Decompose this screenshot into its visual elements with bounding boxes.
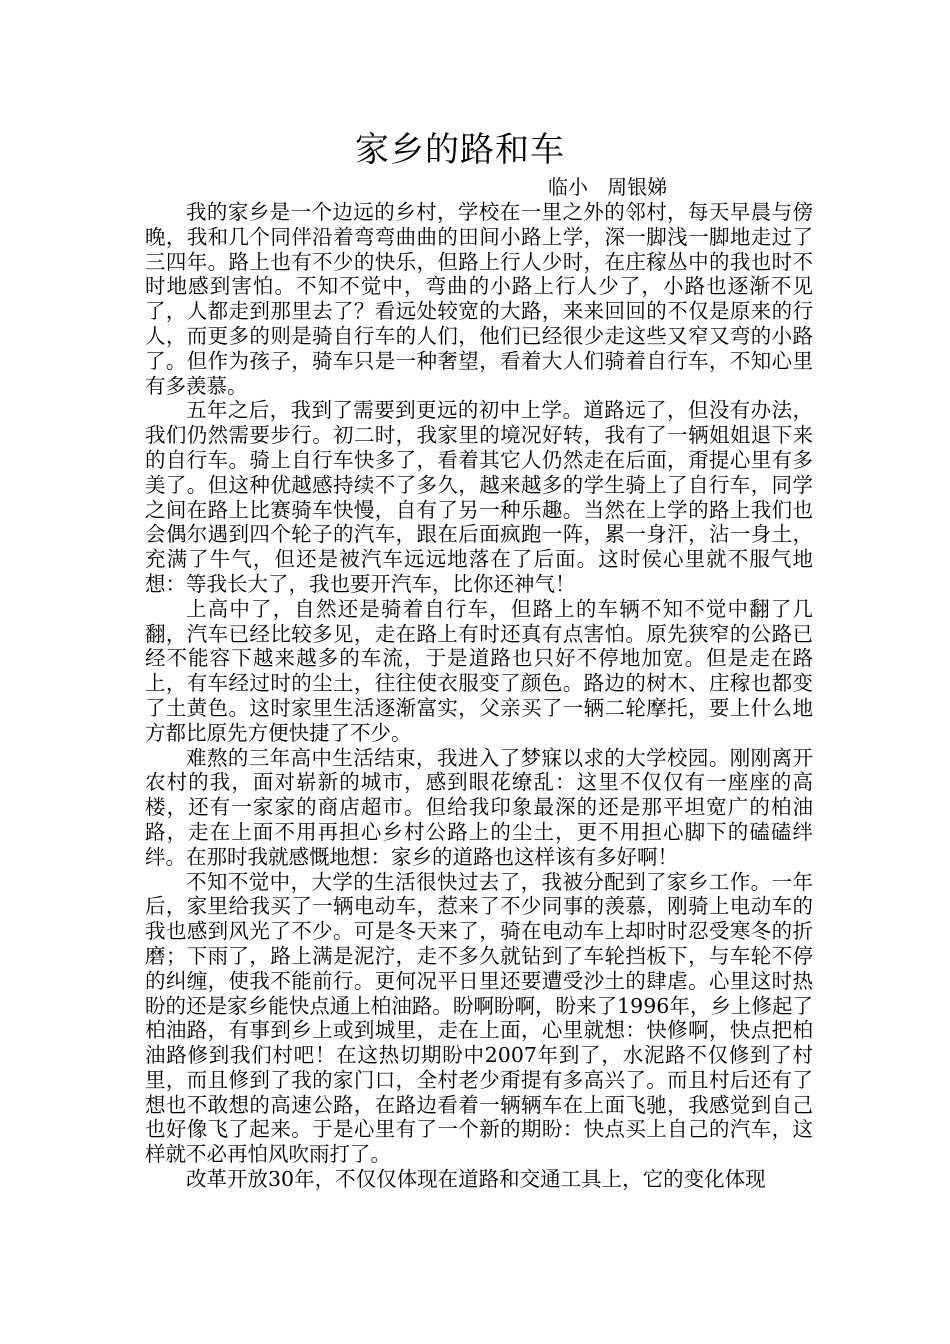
document-title: 家乡的路和车 — [355, 130, 565, 170]
paragraph: 改革开放30年，不仅仅体现在道路和交通工具上，它的变化体现 — [186, 1167, 766, 1192]
paragraph: 难熬的三年高中生活结束，我进入了梦寐以求的大学校园。刚刚离开农村的我，面对崭新的城市，感到眼花缭乱：这里不仅仅有一座座的高楼，还有一家家的商店超市。但给我印象最深的还是那平坦宽广的柏油路，走在上面不用再担心乡村公路上的尘土，更不用担心脚下的磕磕绊绊。在那时我就感慨地想：家乡的道路也这样该有多好啊！ — [145, 745, 813, 869]
paragraph: 不知不觉中，大学的生活很快过去了，我被分配到了家乡工作。一年后，家里给我买了一辆电动车，惹来了不少同事的羡慕，刚骑上电动车的我也感到风光了不少。可是冬天来了，骑在电动车上却时时忍受寒冬的折磨；下雨了，路上满是泥泞，走不多久就钻到了车轮挡板下，与车轮不停的纠缠，使我不能前行。更何况平日里还要遭受沙土的肆虐。心里这时热盼的还是家乡能快点通上柏油路。盼啊盼啊，盼来了1996年，乡上修起了柏油路，有事到乡上或到城里，走在上面，心里就想：快修啊，快点把柏油路修到我们村吧！在这热切期盼中2007年到了，水泥路不仅修到了村里，而且修到了我的家门口，全村老少甭提有多高兴了。而且村后还有了想也不敢想的高速公路，在路边看着一辆辆车在上面飞驰，我感觉到自己也好像飞了起来。于是心里有了一个新的期盼：快点买上自己的汽车，这样就不必再怕风吹雨打了。 — [145, 869, 813, 1167]
paragraph: 我的家乡是一个边远的乡村，学校在一里之外的邻村，每天早晨与傍晚，我和几个同伴沿着弯弯曲曲的田间小路上学，深一脚浅一脚地走过了三四年。路上也有不少的快乐，但路上行人少时，在庄稼丛中的我也时不时地感到害怕。不知不觉中，弯曲的小路上行人少了，小路也逐渐不见了，人都走到那里去了？看远处较宽的大路，来来回回的不仅是原来的行人，而更多的则是骑自行车的人们，他们已经很少走这些又窄又弯的小路了。但作为孩子，骑车只是一种奢望，看着大人们骑着自行车，不知心里有多羡慕。 — [145, 200, 813, 398]
paragraph: 上高中了，自然还是骑着自行车，但路上的车辆不知不觉中翻了几翻，汽车已经比较多见，走在路上有时还真有点害怕。原先狭窄的公路已经不能容下越来越多的车流，于是道路也只好不停地加宽。但是走在路上，有车经过时的尘土，往往使衣服变了颜色。路边的树木、庄稼也都变了土黄色。这时家里生活逐渐富实，父亲买了一辆二轮摩托，要上什么地方都比原先方便快捷了不少。 — [145, 596, 813, 745]
document-body — [145, 200, 813, 1192]
author-line: 临小 周银娣 — [548, 175, 668, 199]
paragraph: 五年之后，我到了需要到更远的初中上学。道路远了，但没有办法，我们仍然需要步行。初二时，我家里的境况好转，我有了一辆姐姐退下来的自行车。骑上自行车快多了，看着其它人仍然走在后面，甭提心里有多美了。但这种优越感持续不了多久，越来越多的学生骑上了自行车，同学之间在路上比赛骑车快慢，自有了另一种乐趣。当然在上学的路上我们也会偶尔遇到四个轮子的汽车，跟在后面疯跑一阵，累一身汗，沾一身土，充满了牛气，但还是被汽车远远地落在了后面。这时侯心里就不服气地想：等我长大了，我也要开汽车，比你还神气！ — [145, 398, 813, 596]
